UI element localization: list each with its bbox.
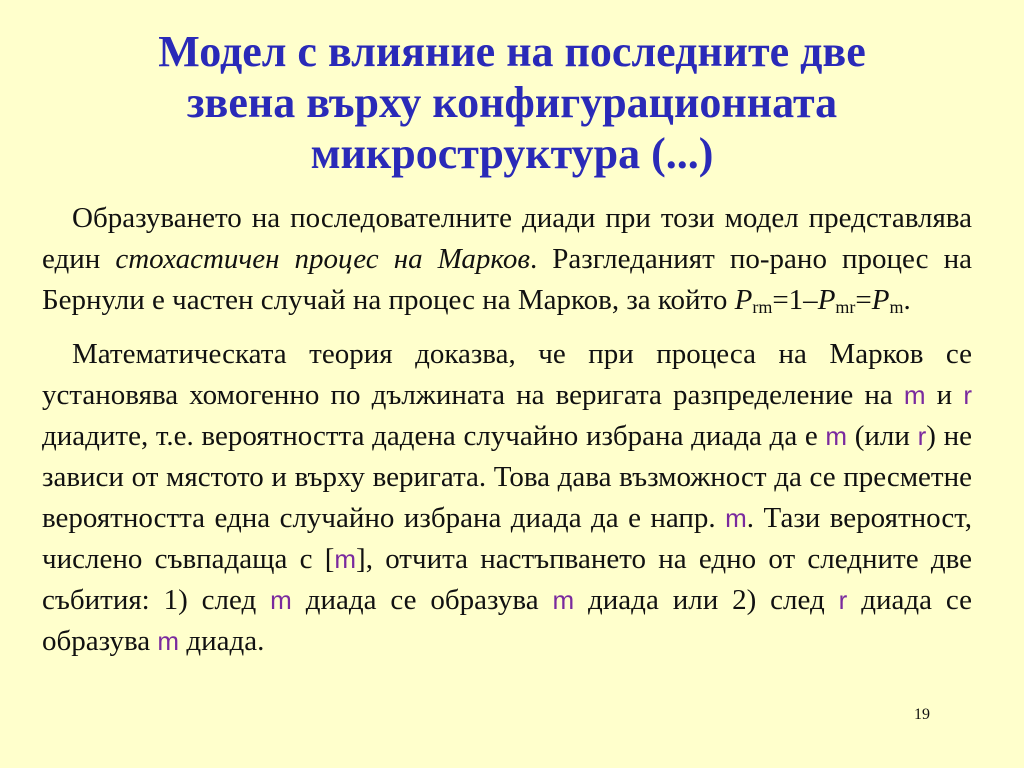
formula-text: =1– (772, 284, 818, 316)
slide-number: 19 (914, 706, 930, 723)
formula-text: . (903, 284, 911, 316)
dyad-symbol: r (917, 421, 927, 451)
dyad-symbol: r (838, 585, 848, 615)
title-line-2: звена върху конфигурационната (186, 78, 838, 127)
text-fragment: диада се образува (42, 584, 972, 657)
paragraph-markov-process (42, 198, 972, 328)
text-fragment: Математическата теория доказва, че при процеса на Марков се установява хомогенно по дължината на веригата разпределение на (42, 338, 972, 411)
text-fragment: ], отчита настъпването на едно от следните две събития: 1) след (42, 543, 972, 616)
text-fragment: (или (847, 420, 918, 452)
formula-symbol: P (817, 284, 836, 316)
dyad-symbol: r (963, 380, 972, 410)
formula-symbol: P (734, 284, 753, 316)
formula-subscript: mr (835, 297, 856, 317)
text-fragment: диада. (179, 625, 265, 657)
paragraph-markov-theory (42, 334, 972, 662)
text-fragment: ) не зависи от мястото и върху веригата. Това дава възможност да се пресметне вероятността една случайно избрана диада да е напр. (42, 420, 972, 534)
title-line-3: микроструктура (...) (310, 129, 714, 178)
dyad-symbol: m (552, 585, 575, 615)
formula-symbol: P (871, 284, 890, 316)
dyad-symbol: m (903, 380, 926, 410)
text-fragment: диада се образува (291, 584, 553, 616)
formula-text: = (855, 284, 872, 316)
dyad-symbol: m (825, 421, 848, 451)
text-fragment: диадите, т.е. вероятността дадена случайно избрана диада да е (42, 420, 826, 452)
formula-subscript: rm (752, 297, 773, 317)
italic-term: стохастичен процес на Марков (115, 243, 530, 275)
slide-title (40, 26, 984, 179)
text-fragment: диада или 2) след (574, 584, 839, 616)
dyad-symbol: m (157, 626, 180, 656)
text-fragment: Образуването на последователните диади при този модел представлява един (42, 202, 972, 275)
text-fragment: и (925, 379, 964, 411)
dyad-symbol: m (725, 503, 747, 533)
formula-subscript: m (889, 297, 904, 317)
text-fragment: . Тази вероятност, числено съвпадаща с [ (42, 502, 972, 575)
title-line-1: Модел с влияние на последните две (158, 27, 866, 76)
slide-body (42, 198, 972, 662)
text-fragment: . Разгледаният по-рано процес на Бернули е частен случай на процес на Марков, за който (42, 243, 972, 316)
dyad-symbol: m (270, 585, 292, 615)
dyad-symbol: m (334, 544, 357, 574)
